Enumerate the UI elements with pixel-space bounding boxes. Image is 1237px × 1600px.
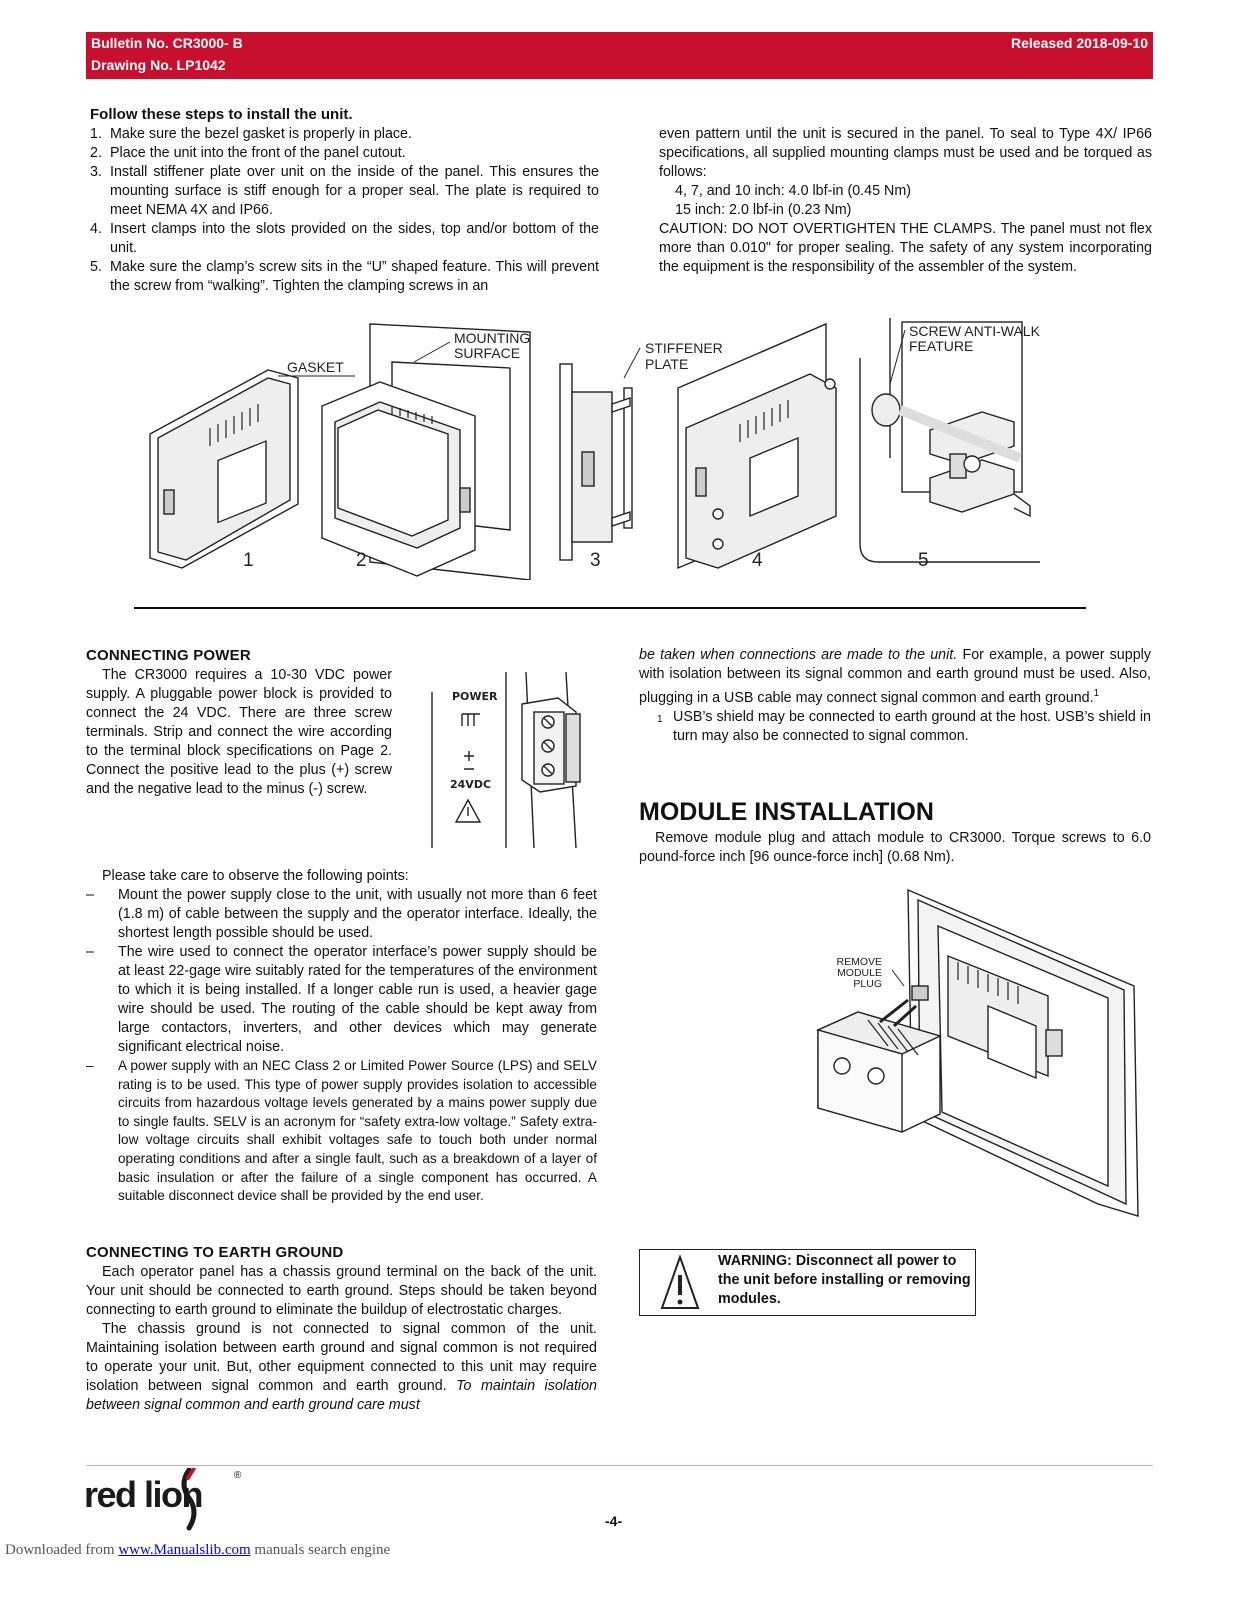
install-continued: even pattern until the unit is secured in the panel. To seal to Type 4X/ IP66 specifications, all supplied mounting clamps must be used and be torqued as follows: 4, 7, and 10 inch: 4.0 lbf-in (0.45 Nm) 15 inch: 2.0 lbf-in (0.23 Nm) CAUTION: DO NOT OVERTIGHTEN THE CLAMPS. The panel must not flex more than 0.010" for proper sealing. The safety of any system incorporating the equipment is the responsibility of the assembler of the system. bbox=[659, 126, 1152, 275]
warning-text: WARNING: Disconnect all power to the unit before installing or removing modules. bbox=[718, 1253, 971, 1307]
power-paragraph: The CR3000 requires a 10-30 VDC power supply. A pluggable power block is provided to connect the 24 VDC. There are three screw terminals. Strip and connect the wire according to the terminal block specifications on Page 2. Connect the positive lead to the plus (+) screw and the negative lead to the minus (-) screw. bbox=[86, 667, 392, 797]
drawing-number: Drawing No. LP1042 bbox=[91, 57, 226, 73]
install-step: 2. Place the unit into the front of the panel cutout. bbox=[90, 145, 406, 161]
torque-small: 4, 7, and 10 inch: 4.0 lbf-in (0.45 Nm) bbox=[675, 183, 912, 199]
page-number: -4- bbox=[605, 1513, 623, 1529]
ground-text: Each operator panel has a chassis ground terminal on the back of the unit. Your unit should be connected to earth ground. Steps should be taken beyond connecting to earth ground to eliminate the buildup of electrostatic charges. The chassis ground is not connected to signal common of the unit. Maintaining isolation between earth ground and signal common is not required to operate your unit. But, other equipment connected to this unit may require isolation between signal common and earth ground. To maintain isolation between signal common and earth ground care must bbox=[86, 1264, 597, 1413]
ground-continued: be taken when connections are made to the unit. For example, a power supply with isolation between its signal common and earth ground must be used. Also, plugging in a USB cable may connect signal common and earth ground.$^1$ 1 USB’s shield may be connected to earth ground at the host. USB’s shield in turn may also be connected to signal common. bbox=[639, 647, 1151, 744]
install-step: 1. Make sure the bezel gasket is properly in place. bbox=[90, 126, 412, 142]
header-bar bbox=[86, 32, 1153, 79]
footer-rule bbox=[86, 1465, 1153, 1466]
step3-side-drawing bbox=[560, 364, 632, 560]
list-item: – The wire used to connect the operator interface’s power supply should be at least 22-gage wire suitably rated for the temperatures of the environment to which it is being installed. If a longer cable run is used, a heavier gage wire should be used. The routing of the cable should be kept away from large contactors, inverters, and other devices which may generate significant electrical noise. bbox=[86, 944, 597, 1055]
step5-clamp-drawing bbox=[860, 318, 1040, 562]
bulletin-number: Bulletin No. CR3000- B bbox=[91, 35, 243, 51]
install-step: 3. Install stiffener plate over unit on the inside of the panel. This ensures the mounting surface is stiff enough for a proper seal. The plate is required to meet NEMA 4X and IP66. bbox=[90, 164, 599, 218]
lion-mark-icon bbox=[176, 1468, 202, 1532]
stiffener-label-line1: STIFFENER bbox=[645, 340, 723, 356]
mounting-label-line1: MOUNTING bbox=[454, 330, 531, 346]
list-item: – Mount the power supply close to the unit, with usually not more than 6 feet (1.8 m) of cable between the supply and the operator interface. Ideally, the shortest length possible should be used. bbox=[86, 887, 597, 941]
install-steps-figure bbox=[130, 318, 1090, 580]
install-step: 5. Make sure the clamp’s screw sits in the “U” shaped feature. This will prevent the screw from “walking”. Tighten the clamping screws in an bbox=[90, 259, 599, 294]
power-fig-24vdc: 24VDC bbox=[450, 778, 492, 791]
ground-title: CONNECTING TO EARTH GROUND bbox=[86, 1244, 344, 1261]
torque-large: 15 inch: 2.0 lbf-in (0.23 Nm) bbox=[675, 202, 852, 218]
step2-panel-drawing bbox=[322, 324, 530, 580]
list-item: – A power supply with an NEC Class 2 or Limited Power Source (LPS) and SELV rating is to be used. This type of power supply provides isolation to accessible circuits from hazardous voltage levels generated by a mains power supply due to single faults. SELV is an acronym for “safety extra-low voltage.” Safety extra-low voltage circuits shall exhibit voltages safe to touch both under normal operating conditions and after a single fault, such as a breakdown of a layer of basic insulation or after the failure of a single component has occurred. A suitable disconnect device shall be provided by the end user. bbox=[86, 1058, 597, 1204]
logo-wordmark: red lion bbox=[84, 1474, 203, 1515]
manualslib-link[interactable]: www.Manualslib.com bbox=[118, 1542, 251, 1558]
download-credit: Downloaded from www.Manualslib.com manuals search engine bbox=[5, 1542, 391, 1558]
install-step: 4. Insert clamps into the slots provided on the sides, top and/or bottom of the unit. bbox=[90, 221, 599, 256]
figure-step-number: 4 bbox=[752, 550, 763, 571]
step4-rear-drawing bbox=[678, 324, 836, 568]
figure-step-number: 2 bbox=[356, 550, 367, 571]
screw-label-line1: SCREW ANTI-WALK bbox=[909, 323, 1040, 339]
step1-unit-drawing bbox=[150, 370, 298, 568]
power-fig-label: POWER bbox=[452, 690, 498, 703]
install-title: Follow these steps to install the unit. bbox=[90, 106, 353, 123]
footnote: 1 USB’s shield may be connected to earth ground at the host. USB’s shield in turn may also be connected to signal common. bbox=[657, 708, 1151, 744]
module-title: MODULE INSTALLATION bbox=[639, 798, 934, 826]
figure-step-number: 3 bbox=[590, 550, 601, 571]
section-divider bbox=[134, 607, 1086, 609]
remove-plug-label: REMOVE MODULE PLUG bbox=[836, 956, 882, 990]
module-install-figure bbox=[808, 886, 1140, 1220]
mounting-label-line2: SURFACE bbox=[454, 345, 521, 361]
figure-step-number: 5 bbox=[918, 550, 929, 571]
red-lion-logo bbox=[84, 1468, 244, 1532]
install-steps bbox=[90, 125, 599, 296]
power-block-figure bbox=[426, 672, 598, 848]
caution-text: CAUTION: DO NOT OVERTIGHTEN THE CLAMPS. The panel must not flex more than 0.010" for proper sealing. The safety of any system incorporating the equipment is the responsibility of the assembler of the system. bbox=[659, 221, 1152, 275]
figure-step-number: 1 bbox=[243, 550, 254, 571]
registered-mark: ® bbox=[234, 1470, 242, 1481]
module-paragraph: Remove module plug and attach module to CR3000. Torque screws to 6.0 pound-force inch [96 ounce-force inch] (0.68 Nm). bbox=[639, 830, 1151, 865]
screw-label-line2: FEATURE bbox=[909, 338, 974, 354]
warning-box bbox=[639, 1249, 976, 1316]
release-date: Released 2018-09-10 bbox=[1011, 35, 1148, 51]
power-title: CONNECTING POWER bbox=[86, 647, 251, 664]
points-intro: Please take care to observe the following points: bbox=[102, 868, 409, 884]
power-points-list bbox=[86, 886, 597, 1206]
gasket-label: GASKET bbox=[287, 359, 344, 375]
stiffener-label-line2: PLATE bbox=[645, 356, 689, 372]
warning-icon bbox=[660, 1255, 700, 1310]
